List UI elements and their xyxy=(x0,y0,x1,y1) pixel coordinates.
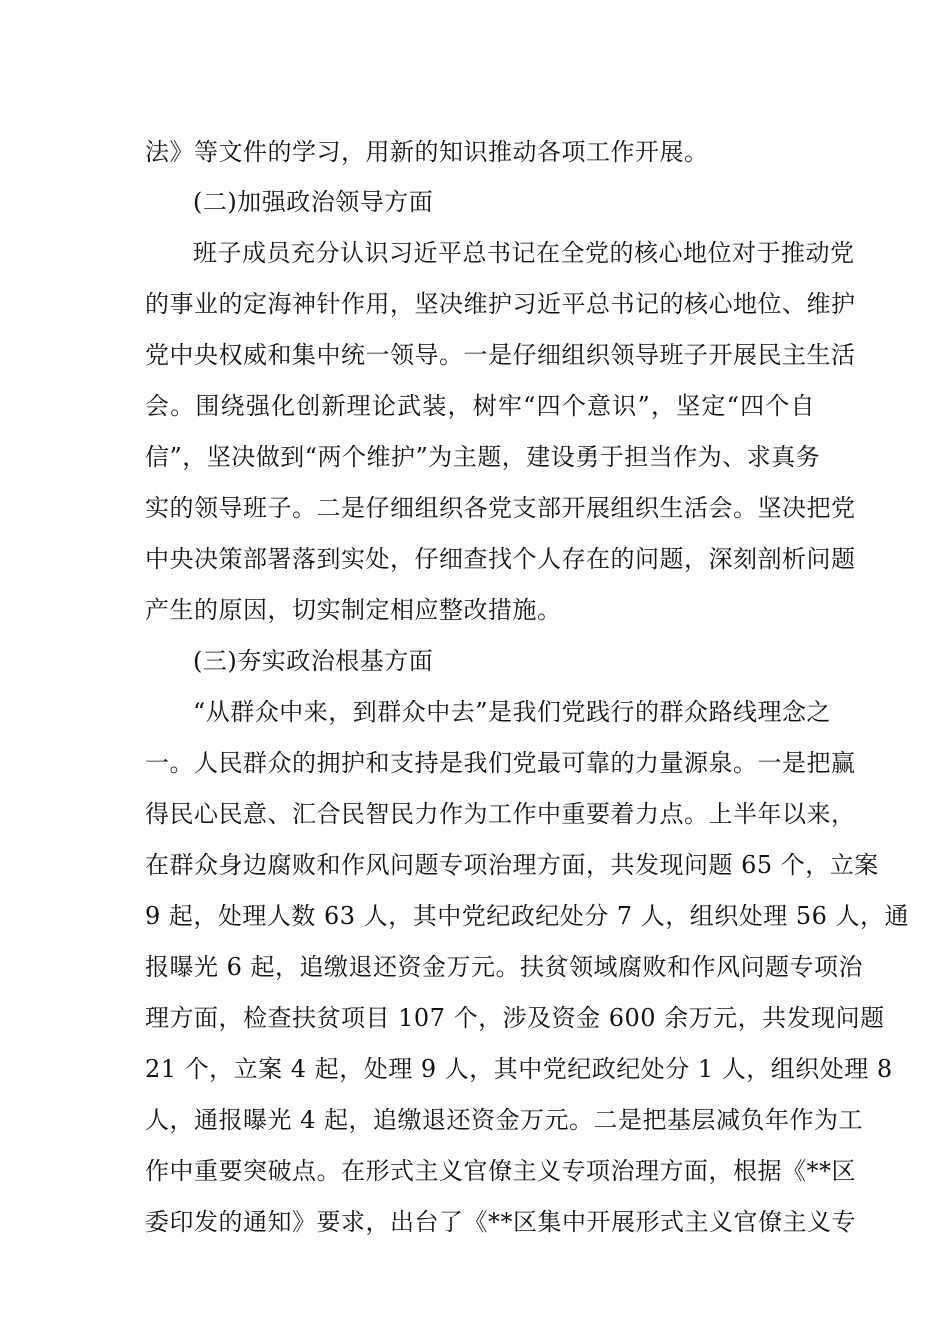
text-line: 产生的原因，切实制定相应整改措施。 xyxy=(145,596,562,624)
text-line: 法》等文件的学习，用新的知识推动各项工作开展。 xyxy=(145,138,709,166)
text-line: 班子成员充分认识习近平总书记在全党的核心地位对于推动党 xyxy=(193,239,855,267)
section-heading: (三)夯实政治根基方面 xyxy=(193,647,434,675)
text-line: 信”，坚决做到“两个维护”为主题，建设勇于担当作为、求真务 xyxy=(145,443,821,471)
text-line: 报曝光 6 起，追缴退还资金万元。扶贫领域腐败和作风问题专项治 xyxy=(145,953,864,981)
text-line: 理方面，检查扶贫项目 107 个，涉及资金 600 余万元，共发现问题 xyxy=(145,1004,885,1032)
text-line: “从群众中来，到群众中去”是我们党践行的群众路线理念之 xyxy=(193,698,832,726)
text-line: 实的领导班子。二是仔细组织各党支部开展组织生活会。坚决把党 xyxy=(145,494,856,522)
text-line: 人，通报曝光 4 起，追缴退还资金万元。二是把基层减负年作为工 xyxy=(145,1106,864,1134)
text-line: 中央决策部署落到实处，仔细查找个人存在的问题，深刻剖析问题 xyxy=(145,545,856,573)
text-line: 的事业的定海神针作用，坚决维护习近平总书记的核心地位、维护 xyxy=(145,290,856,318)
text-line: 得民心民意、汇合民智民力作为工作中重要着力点。上半年以来， xyxy=(145,800,856,828)
text-line: 21 个，立案 4 起，处理 9 人，其中党纪政纪处分 1 人，组织处理 8 xyxy=(145,1055,893,1083)
text-line: 9 起，处理人数 63 人，其中党纪政纪处分 7 人，组织处理 56 人，通 xyxy=(145,902,910,930)
text-line: 会。围绕强化创新理论武装，树牢“四个意识”，坚定“四个自 xyxy=(145,392,815,420)
section-heading: (二)加强政治领导方面 xyxy=(193,188,434,216)
text-line: 在群众身边腐败和作风问题专项治理方面，共发现问题 65 个，立案 xyxy=(145,851,879,879)
text-line: 一。人民群众的拥护和支持是我们党最可靠的力量源泉。一是把赢 xyxy=(145,749,856,777)
text-line: 党中央权威和集中统一领导。一是仔细组织领导班子开展民主生活 xyxy=(145,341,856,369)
text-line: 委印发的通知》要求，出台了《**区集中开展形式主义官僚主义专 xyxy=(145,1208,856,1236)
text-line: 作中重要突破点。在形式主义官僚主义专项治理方面，根据《**区 xyxy=(145,1157,856,1185)
